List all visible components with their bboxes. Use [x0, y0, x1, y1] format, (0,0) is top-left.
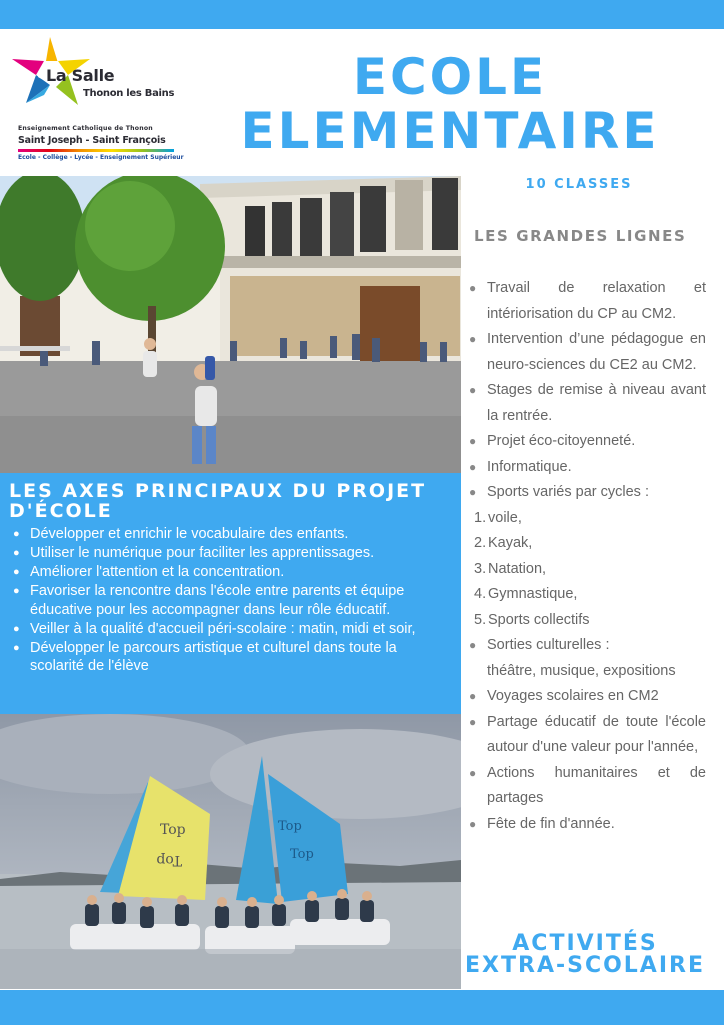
- sail-mark: Top: [278, 819, 302, 834]
- list-item-text: Voyages scolaires en CM2: [487, 688, 659, 704]
- list-item: [466, 480, 706, 506]
- axes-item-text: Améliorer l'attention et la concentration.: [30, 564, 285, 580]
- axes-item: [10, 620, 450, 639]
- title-line-2: ELEMENTAIRE: [240, 102, 660, 160]
- page-title: [200, 50, 700, 158]
- axes-title: LES AXES PRINCIPAUX DU PROJET D'ÉCOLE: [9, 480, 427, 522]
- bullet-icon: ●: [469, 816, 477, 831]
- bottom-banner: [0, 990, 724, 1025]
- logo-levels: Ecole - Collège - Lycée - Enseignement Supérieur: [18, 154, 184, 161]
- list-item-text: Fête de fin d'année.: [487, 815, 615, 832]
- sport-item: [466, 608, 706, 634]
- sail-mark: Top: [156, 852, 182, 868]
- extra-activities-heading: [460, 933, 710, 977]
- sport-number: 5.: [474, 611, 487, 628]
- sport-number: 2.: [474, 535, 487, 551]
- extra-line-2: EXTRA-SCOLAIRE: [465, 953, 705, 978]
- bullet-icon: ●: [469, 638, 477, 652]
- list-item-text: Travail de relaxation et intériorisation du CP au CM2.: [487, 280, 706, 322]
- logo-school-names: Saint Joseph - Saint François: [18, 135, 166, 146]
- bullet-icon: ●: [13, 585, 20, 597]
- list-item: [466, 633, 706, 659]
- list-item-text: Partage éducatif de toute l'école autour d'une valeur pour l'année,: [487, 713, 706, 755]
- bullet-icon: ●: [469, 485, 477, 499]
- classes-count: 10 CLASSES: [525, 177, 633, 192]
- sport-label: voile,: [488, 509, 522, 526]
- extra-line-1: ACTIVITÉS: [512, 931, 658, 956]
- bullet-icon: ●: [13, 528, 20, 540]
- list-item-text: Actions humanitaires et de partages: [487, 764, 706, 806]
- list-item: [466, 761, 706, 812]
- axes-item: [10, 525, 450, 544]
- axes-item: [10, 563, 450, 582]
- bullet-icon: ●: [469, 281, 477, 295]
- sport-item: [466, 557, 706, 583]
- sport-item: [466, 582, 706, 608]
- list-item: [466, 455, 706, 481]
- logo-subtitle: Enseignement Catholique de Thonon: [18, 125, 153, 132]
- bullet-icon: ●: [13, 641, 20, 654]
- list-item: [466, 710, 706, 761]
- axes-item-text: Veiller à la qualité d'accueil péri-scolaire : matin, midi et soir,: [30, 620, 416, 637]
- school-logo: [6, 33, 186, 168]
- logo-name: La Salle: [46, 66, 115, 85]
- bullet-icon: ●: [469, 714, 477, 729]
- axes-list: [10, 525, 450, 676]
- list-item: [466, 276, 706, 327]
- sport-label: Natation,: [488, 560, 547, 577]
- axes-item-text: Utiliser le numérique pour faciliter les apprentissages.: [30, 545, 375, 561]
- bullet-icon: ●: [13, 622, 20, 635]
- bullet-icon: ●: [469, 332, 477, 346]
- grandes-lignes-title: LES GRANDES LIGNES: [474, 227, 687, 245]
- schoolyard-photo: [0, 176, 461, 473]
- sport-label: Gymnastique,: [488, 586, 578, 602]
- sport-label: Kayak,: [488, 535, 533, 551]
- bullet-icon: ●: [13, 547, 20, 559]
- axes-item: [10, 639, 450, 676]
- list-item-text: Intervention d’une pédagogue en neuro-sciences du CE2 au CM2.: [487, 331, 706, 373]
- list-item-text: Projet éco-citoyenneté.: [487, 433, 636, 449]
- project-axes-section: [0, 473, 461, 714]
- sport-number: 3.: [474, 560, 487, 577]
- sailing-photo: [0, 714, 461, 989]
- axes-item: [10, 582, 450, 619]
- sport-item: [466, 531, 706, 557]
- logo-color-stripe: [18, 149, 174, 152]
- bullet-icon: ●: [469, 459, 477, 474]
- sail-mark: Top: [160, 822, 186, 838]
- axes-item-text: Développer et enrichir le vocabulaire des enfants.: [30, 526, 349, 542]
- bullet-icon: ●: [13, 566, 20, 578]
- sport-number: 4.: [474, 586, 487, 602]
- list-item: [466, 812, 706, 838]
- bullet-icon: ●: [469, 383, 477, 397]
- list-item: [466, 429, 706, 455]
- title-line-1: ECOLE: [352, 48, 548, 106]
- bullet-icon: ●: [469, 689, 477, 703]
- list-item-text: Stages de remise à niveau avant la rentrée.: [487, 382, 706, 424]
- list-item-text: Informatique.: [487, 458, 572, 475]
- sport-label: Sports collectifs: [488, 611, 590, 628]
- grandes-lignes-list: [466, 276, 706, 837]
- top-banner: [0, 0, 724, 29]
- list-item: [466, 684, 706, 710]
- sail-mark: Top: [290, 847, 314, 862]
- list-item-text: Sorties culturelles :: [487, 637, 610, 653]
- list-item: [466, 378, 706, 429]
- axes-item-text: Favoriser la rencontre dans l'école entre parents et équipe éducative pour les accompagner dans leur rôle éducatif.: [30, 583, 405, 618]
- bullet-icon: ●: [469, 434, 477, 448]
- list-item-text: Sports variés par cycles :: [487, 484, 649, 500]
- axes-item: [10, 544, 450, 563]
- list-item: [466, 327, 706, 378]
- logo-city: Thonon les Bains: [83, 88, 175, 99]
- bullet-icon: ●: [469, 765, 477, 780]
- axes-item-text: Développer le parcours artistique et culturel dans toute la scolarité de l'élève: [30, 639, 397, 674]
- sport-number: 1.: [474, 509, 487, 526]
- sorties-detail: théâtre, musique, expositions: [487, 662, 676, 679]
- sport-item: [466, 506, 706, 532]
